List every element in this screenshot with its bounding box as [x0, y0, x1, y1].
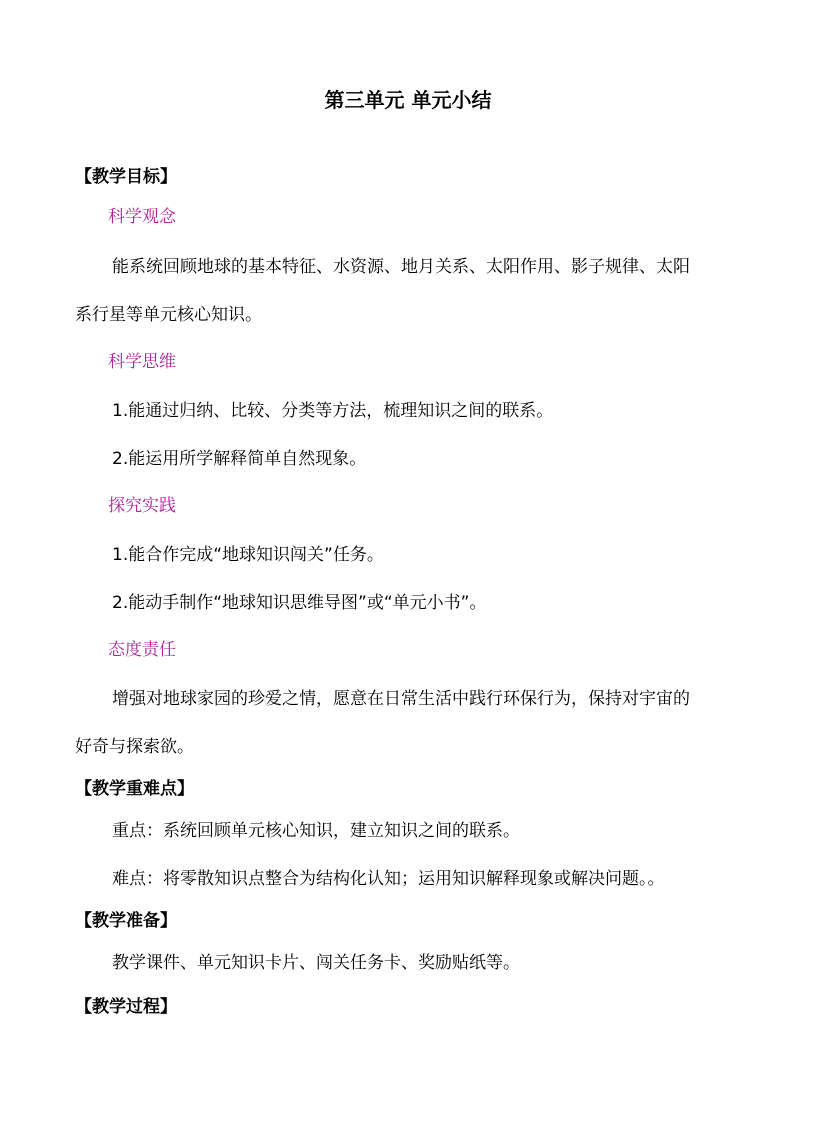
section-heading-preparation: 【教学准备】	[75, 911, 177, 931]
difficult-point-text: 难点：将零散知识点整合为结构化认知；运用知识解释现象或解决问题。。	[112, 869, 665, 889]
science-concept-text-line2: 系行星等单元核心知识。	[75, 305, 262, 325]
attitude-text-line2: 好奇与探索欲。	[75, 737, 194, 757]
section-heading-process: 【教学过程】	[75, 997, 177, 1017]
subheading-science-thinking: 科学思维	[108, 352, 176, 372]
section-heading-objectives: 【教学目标】	[75, 167, 177, 187]
science-thinking-item-2: 2.能运用所学解释简单自然现象。	[112, 449, 367, 469]
science-thinking-item-1: 1.能通过归纳、比较、分类等方法，梳理知识之间的联系。	[112, 401, 554, 421]
attitude-text-line1: 增强对地球家园的珍爱之情，愿意在日常生活中践行环保行为，保持对宇宙的	[112, 689, 690, 709]
preparation-text: 教学课件、单元知识卡片、闯关任务卡、奖励贴纸等。	[112, 953, 520, 973]
inquiry-practice-item-1: 1.能合作完成“地球知识闯关”任务。	[112, 545, 384, 565]
subheading-inquiry-practice: 探究实践	[108, 496, 176, 516]
page-title: 第三单元 单元小结	[324, 88, 492, 112]
subheading-attitude: 态度责任	[108, 640, 176, 660]
key-point-text: 重点：系统回顾单元核心知识，建立知识之间的联系。	[112, 821, 520, 841]
science-concept-text-line1: 能系统回顾地球的基本特征、水资源、地月关系、太阳作用、影子规律、太阳	[112, 257, 690, 277]
section-heading-key-points: 【教学重难点】	[75, 779, 194, 799]
inquiry-practice-item-2: 2.能动手制作“地球知识思维导图”或“单元小书”。	[112, 593, 487, 613]
subheading-science-concept: 科学观念	[108, 207, 176, 227]
